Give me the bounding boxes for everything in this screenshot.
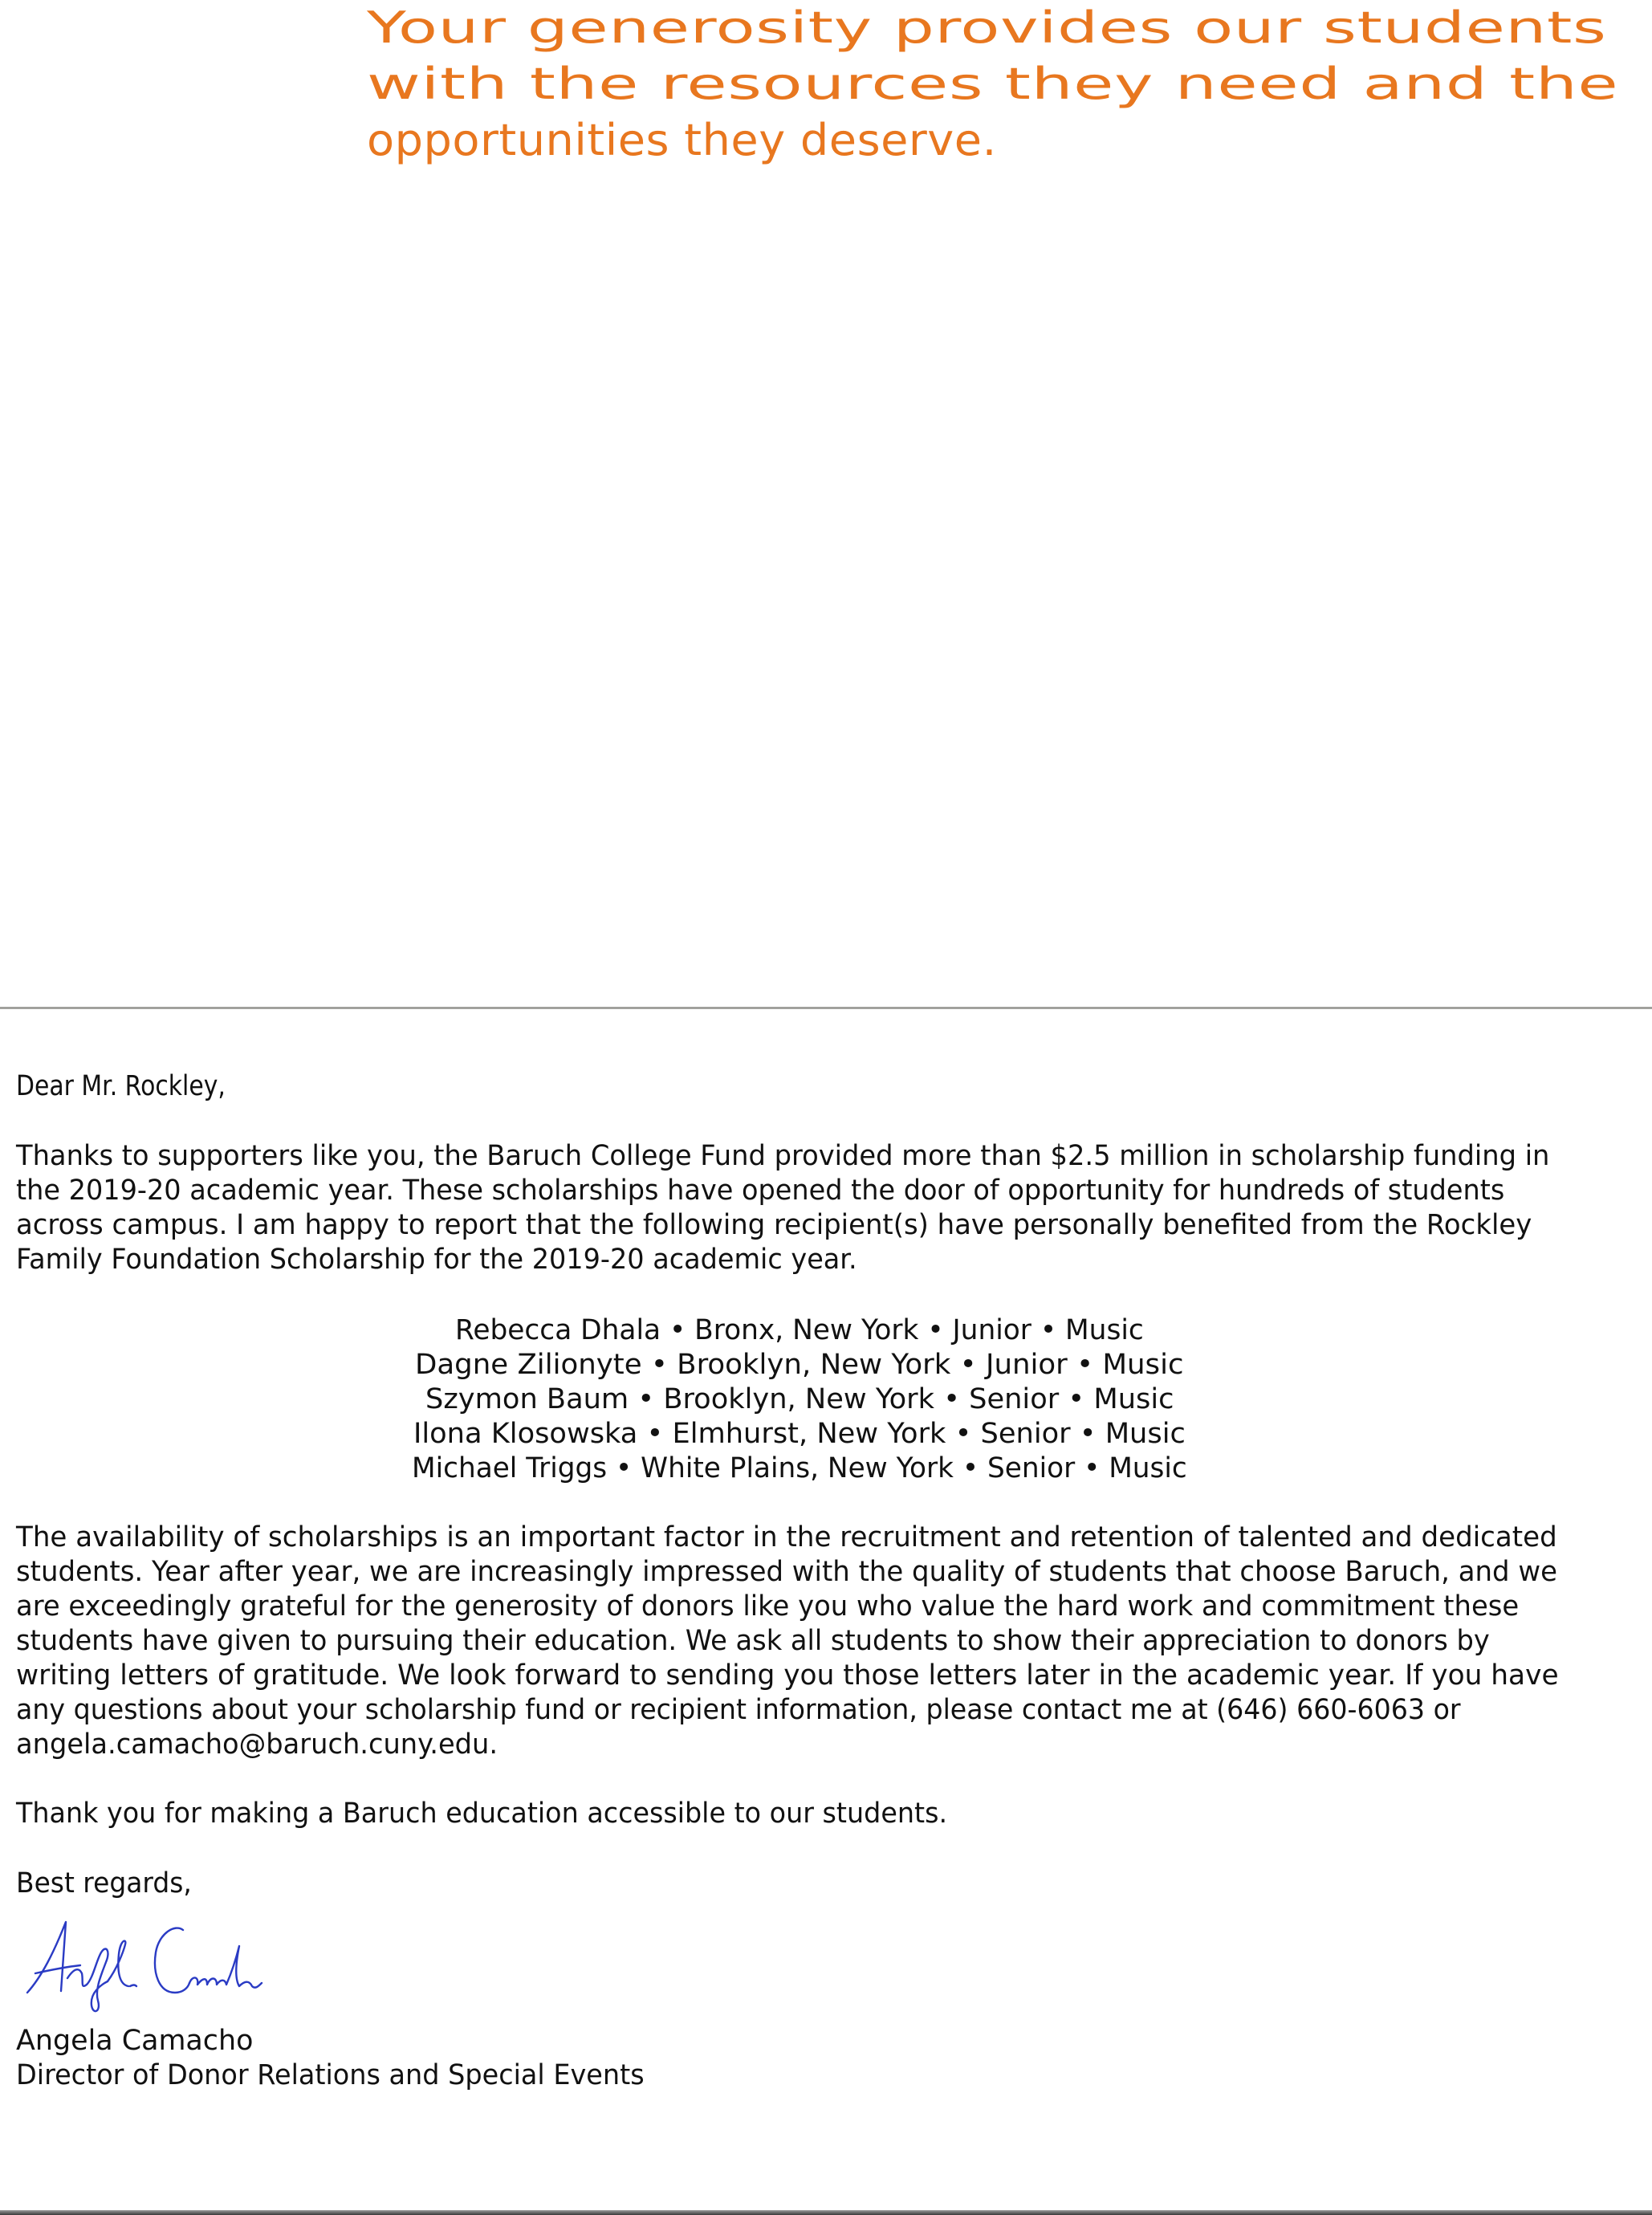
paragraph-2-line: students have given to pursuing their education. We ask all students to show their appreciation to donors by [16,1625,1490,1657]
headline-line-1: Your generosity provides our students [367,2,1607,53]
recipient-item: Ilona Klosowska • Elmhurst, New York • Senior • Music [413,1418,1186,1450]
paragraph-1-line: Thanks to supporters like you, the Baruch College Fund provided more than $2.5 million in scholarship funding in [16,1140,1550,1172]
paragraph-1-line: the 2019-20 academic year. These scholarships have opened the door of opportunity for hundreds of students [16,1175,1505,1207]
page-bottom-edge [0,2210,1652,2215]
paragraph-2-line: The availability of scholarships is an important factor in the recruitment and retention of talented and dedicated [16,1521,1557,1553]
thanks-line: Thank you for making a Baruch education accessible to our students. [16,1798,948,1830]
recipient-item: Rebecca Dhala • Bronx, New York • Junior • Music [455,1314,1144,1346]
paragraph-1-line: Family Foundation Scholarship for the 2019-20 academic year. [16,1244,857,1276]
salutation: Dear Mr. Rockley, [16,1070,226,1102]
fold-line-divider [0,1007,1652,1009]
recipient-item: Dagne Zilionyte • Brooklyn, New York • Junior • Music [415,1349,1184,1381]
recipient-item: Michael Triggs • White Plains, New York • Senior • Music [412,1452,1187,1484]
recipient-item: Szymon Baum • Brooklyn, New York • Senior • Music [425,1383,1174,1415]
paragraph-1-line: across campus. I am happy to report that the following recipient(s) have personally benefited from the Rockley [16,1209,1532,1241]
paragraph-2-line: students. Year after year, we are increasingly impressed with the quality of students that choose Baruch, and we [16,1556,1557,1588]
signer-name: Angela Camacho [16,2025,254,2057]
handwritten-signature [18,1912,267,2025]
headline-line-3: opportunities they deserve. [367,115,997,165]
paragraph-2-line: angela.camacho@baruch.cuny.edu. [16,1728,498,1761]
paragraph-2-line: are exceedingly grateful for the generosity of donors like you who value the hard work and commitment these [16,1590,1520,1623]
paragraph-2-line: any questions about your scholarship fund or recipient information, please contact me at (646) 660-6063 or [16,1694,1461,1726]
headline-line-2: with the resources they need and the [367,59,1619,109]
paragraph-2-line: writing letters of gratitude. We look forward to sending you those letters later in the academic year. If you have [16,1659,1559,1692]
closing: Best regards, [16,1867,192,1899]
signer-title: Director of Donor Relations and Special Events [16,2059,645,2091]
